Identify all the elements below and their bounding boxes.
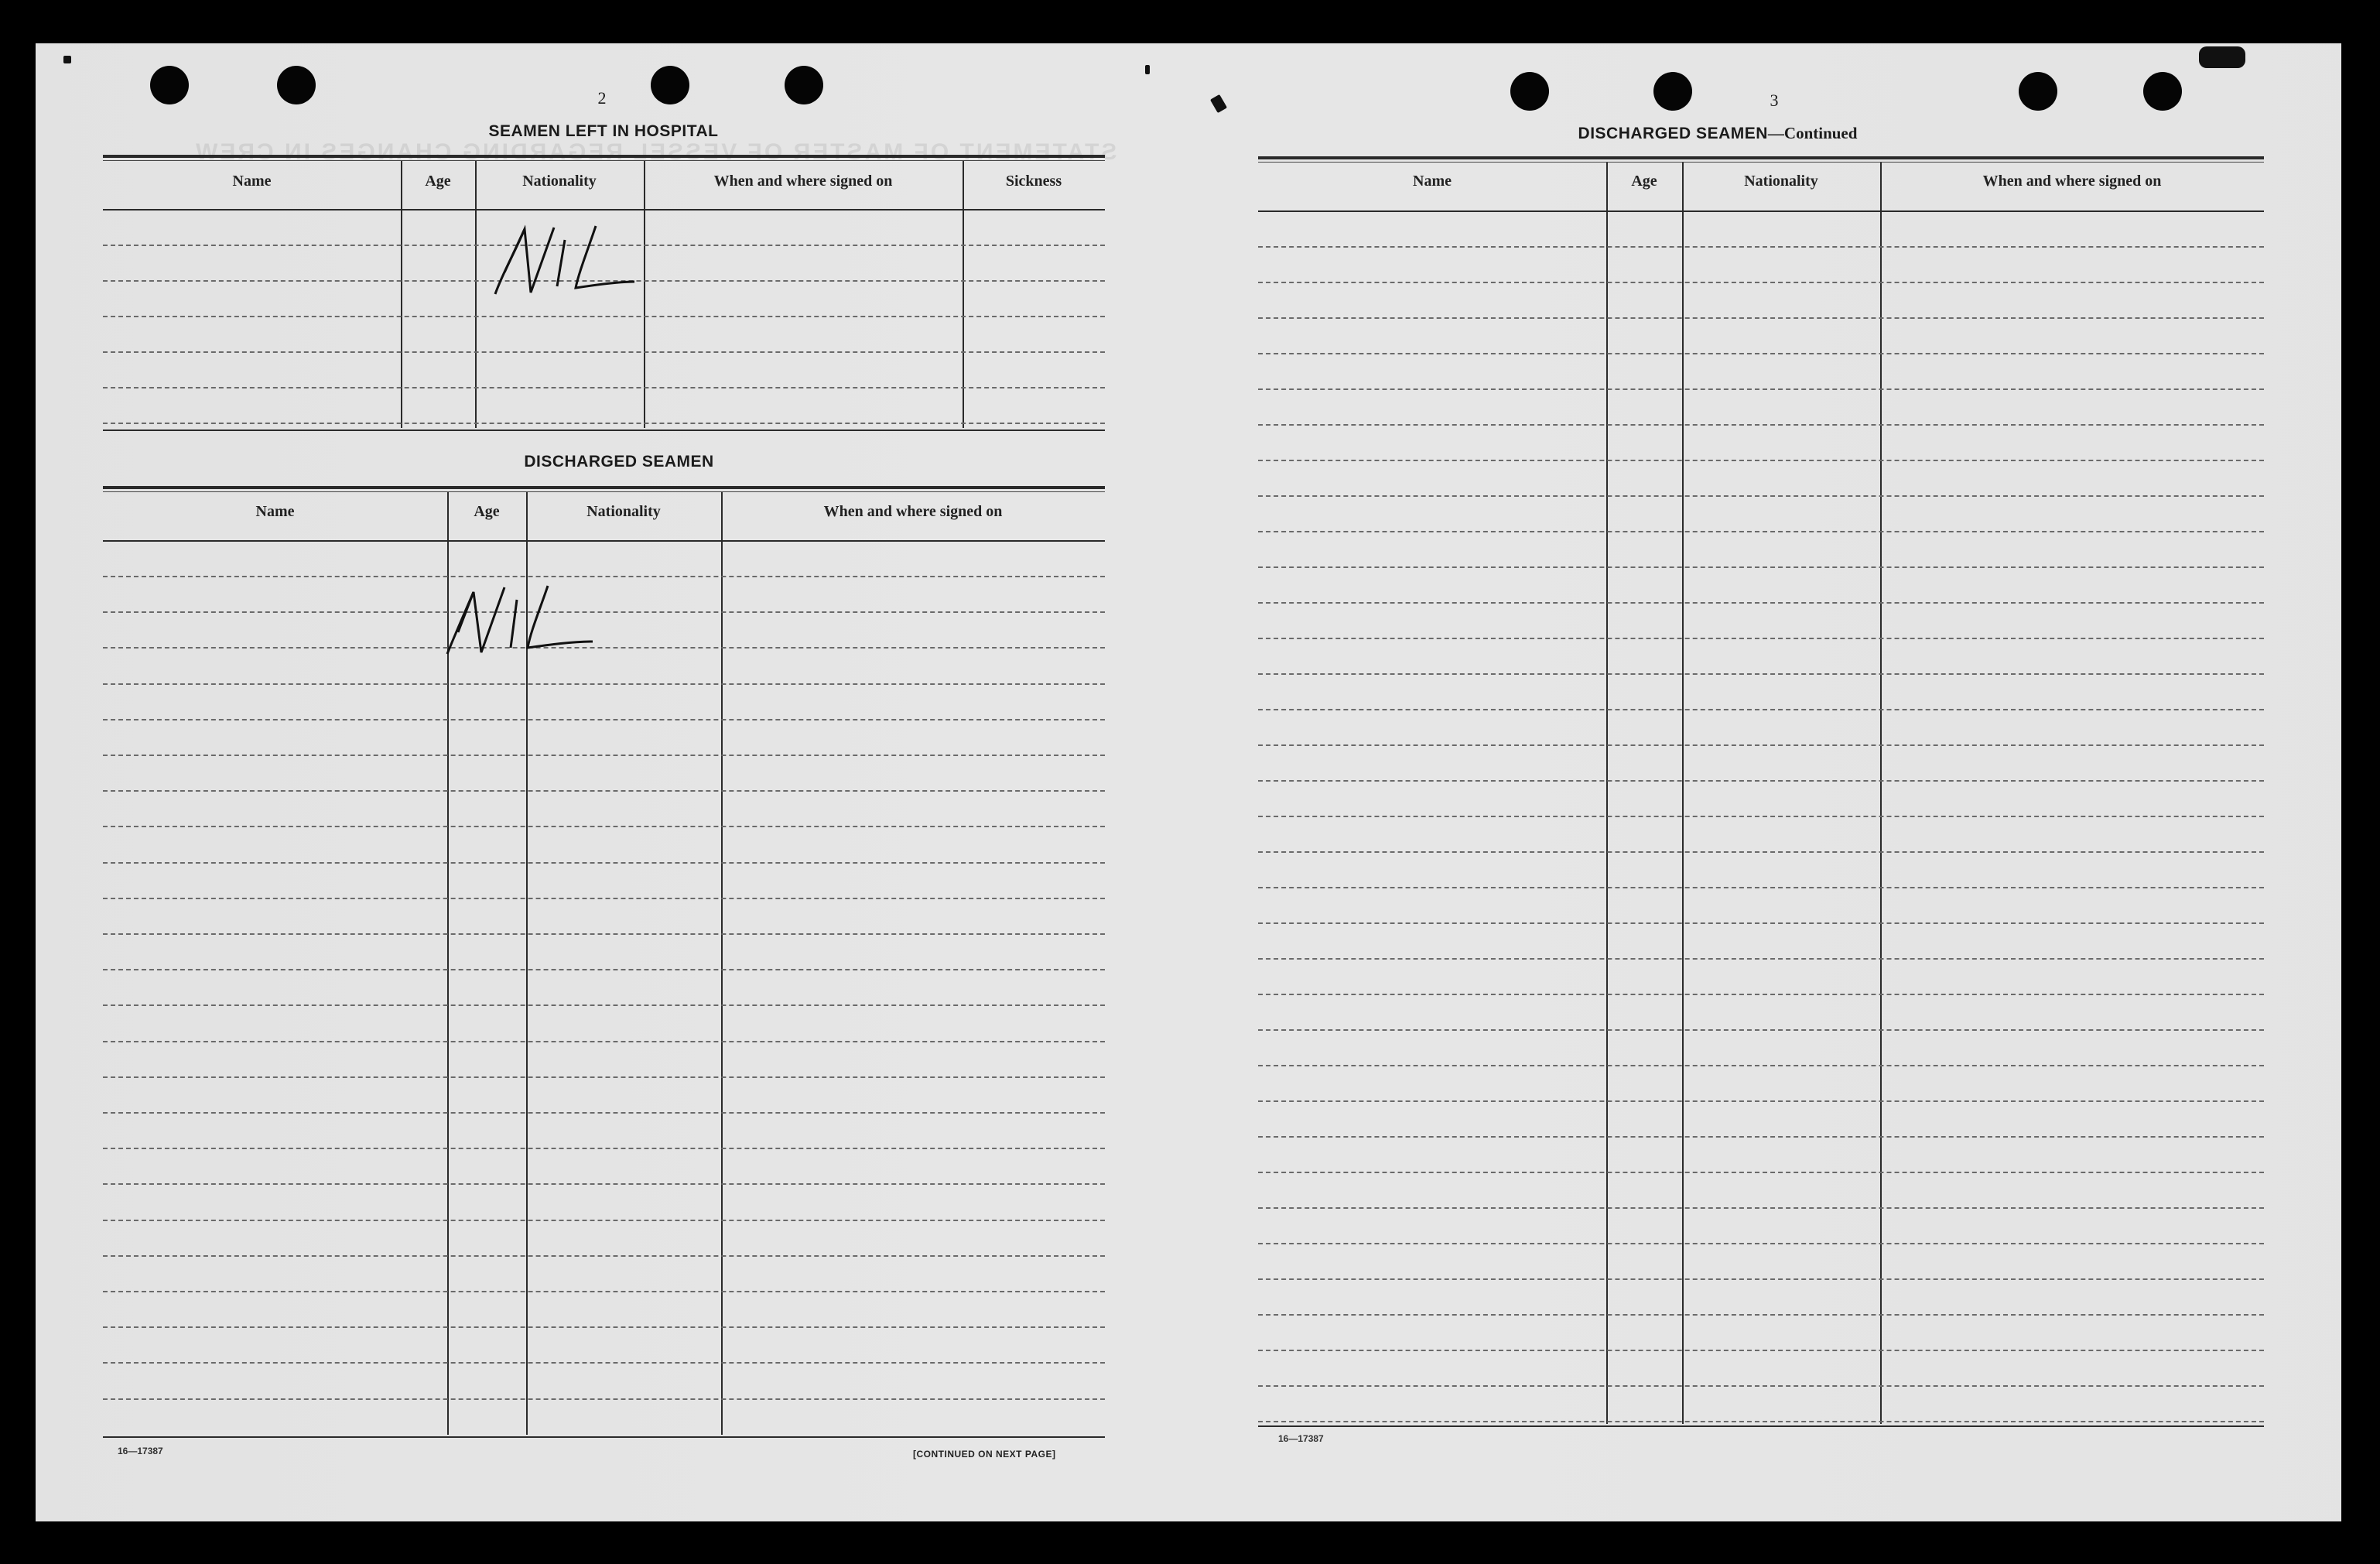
entry-line: [1258, 780, 2264, 782]
paper-sheet: [36, 43, 2341, 1521]
entry-line: [1258, 1385, 2264, 1387]
column-divider: [721, 492, 723, 1435]
table-rule: [103, 1436, 1105, 1438]
entry-line: [103, 683, 1105, 685]
entry-line: [1258, 1314, 2264, 1316]
entry-line: [1258, 816, 2264, 817]
entry-line: [1258, 994, 2264, 995]
table-rule: [103, 486, 1105, 489]
column-divider: [1682, 163, 1684, 1424]
entry-line: [1258, 317, 2264, 319]
punch-hole: [1510, 72, 1549, 111]
entry-line: [103, 351, 1105, 353]
entry-line: [1258, 958, 2264, 960]
paper-speck: [2199, 46, 2245, 68]
table-rule: [1258, 210, 2264, 212]
entry-line: [103, 755, 1105, 756]
entry-line: [103, 933, 1105, 935]
table-rule: [1258, 162, 2264, 163]
entry-line: [1258, 1421, 2264, 1422]
page-number: 2: [597, 88, 607, 108]
entry-line: [103, 1220, 1105, 1221]
column-header-age: Age: [1631, 173, 1657, 190]
entry-line: [1258, 1136, 2264, 1138]
entry-line: [1258, 1207, 2264, 1209]
entry-line: [103, 1112, 1105, 1114]
entry-line: [103, 969, 1105, 970]
entry-line: [103, 719, 1105, 720]
column-header-signed-on: When and where signed on: [823, 503, 1003, 520]
entry-line: [1258, 1350, 2264, 1351]
table-rule: [1258, 156, 2264, 159]
entry-line: [103, 316, 1105, 317]
column-divider: [1880, 163, 1882, 1424]
entry-line: [103, 1255, 1105, 1257]
entry-line: [1258, 1278, 2264, 1280]
section-title-hospital: SEAMEN LEFT IN HOSPITAL: [488, 122, 719, 140]
punch-hole: [1653, 72, 1692, 111]
entry-line: [1258, 246, 2264, 248]
table-rule: [103, 491, 1105, 492]
table-rule: [103, 430, 1105, 431]
entry-line: [103, 1362, 1105, 1364]
punch-hole: [2019, 72, 2057, 111]
punch-hole: [651, 66, 689, 104]
entry-line: [103, 1148, 1105, 1149]
column-divider: [1606, 163, 1608, 1424]
entry-line: [103, 423, 1105, 424]
column-header-sickness: Sickness: [1005, 173, 1062, 190]
entry-line: [1258, 1243, 2264, 1244]
entry-line: [103, 1291, 1105, 1292]
entry-line: [103, 1076, 1105, 1078]
entry-line: [1258, 638, 2264, 639]
entry-line: [1258, 673, 2264, 675]
punch-hole: [2143, 72, 2182, 111]
column-header-signed-on: When and where signed on: [713, 173, 893, 190]
column-header-age: Age: [425, 173, 451, 190]
entry-line: [103, 1041, 1105, 1042]
table-rule: [1258, 1425, 2264, 1427]
entry-line: [103, 862, 1105, 864]
section-title-discharged-continued: DISCHARGED SEAMEN—Continued: [1578, 124, 1858, 142]
continued-note: [CONTINUED ON NEXT PAGE]: [913, 1449, 1056, 1460]
page-number: 3: [1770, 91, 1779, 110]
entry-line: [1258, 1172, 2264, 1173]
form-number: 16—17387: [118, 1446, 163, 1456]
paper-speck: [1145, 65, 1150, 74]
table-rule: [103, 209, 1105, 210]
column-header-nationality: Nationality: [522, 173, 597, 190]
table-rule: [103, 155, 1105, 158]
form-number: 16—17387: [1278, 1433, 1324, 1444]
column-header-name: Name: [255, 503, 295, 520]
table-rule: [103, 160, 1105, 161]
entry-line: [103, 1004, 1105, 1006]
entry-line: [1258, 744, 2264, 746]
entry-line: [1258, 388, 2264, 390]
entry-line: [1258, 851, 2264, 853]
entry-line: [1258, 282, 2264, 283]
entry-line: [1258, 922, 2264, 924]
column-header-nationality: Nationality: [586, 503, 661, 520]
entry-line: [1258, 1065, 2264, 1066]
column-header-name: Name: [1413, 173, 1452, 190]
entry-line: [1258, 531, 2264, 532]
handwritten-nil-entry: [480, 218, 650, 303]
section-title-discharged: DISCHARGED SEAMEN: [524, 453, 714, 471]
punch-hole: [150, 66, 189, 104]
table-rule: [103, 540, 1105, 542]
entry-line: [103, 387, 1105, 388]
entry-line: [1258, 887, 2264, 888]
entry-line: [103, 826, 1105, 827]
paper-speck: [63, 56, 71, 63]
entry-line: [1258, 495, 2264, 497]
entry-line: [103, 790, 1105, 792]
entry-line: [1258, 424, 2264, 426]
entry-line: [1258, 1100, 2264, 1102]
punch-hole: [785, 66, 823, 104]
entry-line: [1258, 566, 2264, 568]
entry-line: [103, 1183, 1105, 1185]
entry-line: [103, 898, 1105, 899]
column-header-signed-on: When and where signed on: [1982, 173, 2162, 190]
entry-line: [1258, 460, 2264, 461]
bleed-through-text: STATEMENT OF MASTER OF VESSEL REGARDING CHANGES IN CREW: [193, 139, 1117, 165]
entry-line: [1258, 709, 2264, 710]
handwritten-nil-entry: [441, 577, 611, 662]
punch-hole: [277, 66, 316, 104]
column-header-age: Age: [474, 503, 500, 520]
entry-line: [1258, 1029, 2264, 1031]
entry-line: [1258, 353, 2264, 354]
entry-line: [1258, 602, 2264, 604]
column-header-name: Name: [232, 173, 272, 190]
column-header-nationality: Nationality: [1744, 173, 1818, 190]
entry-line: [103, 1398, 1105, 1400]
entry-line: [103, 1326, 1105, 1328]
